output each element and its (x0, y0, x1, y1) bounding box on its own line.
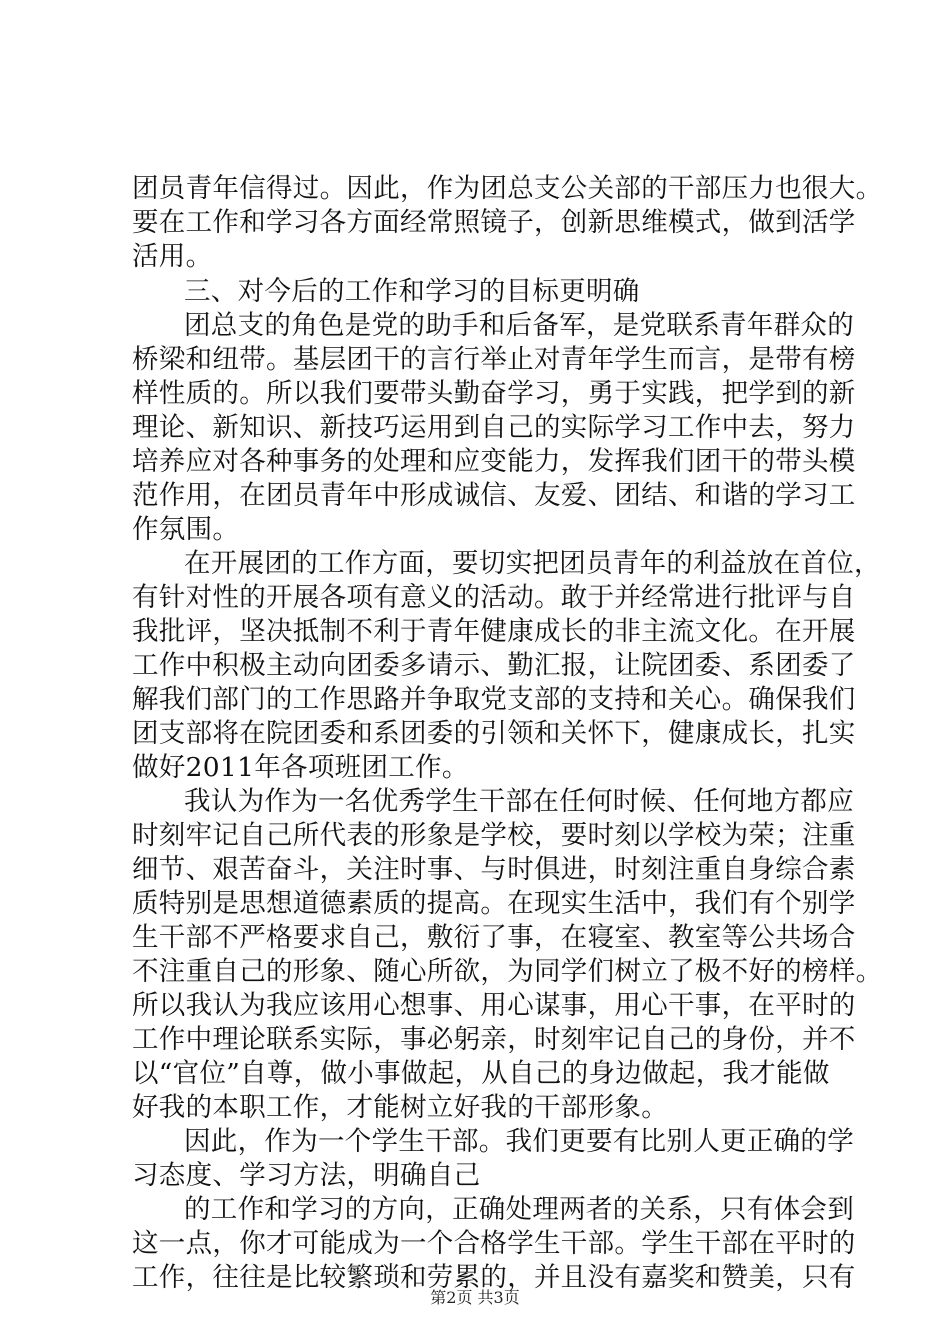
text-line: 范作用，在团员青年中形成诚信、友爱、团结、和谐的学习工 (132, 480, 856, 511)
text-line: 作氛围。 (132, 514, 240, 545)
text-line: 活用。 (132, 241, 213, 272)
text-line: 要在工作和学习各方面经常照镜子，创新思维模式，做到活学 (132, 207, 856, 238)
text-line: 习态度、学习方法，明确自己 (132, 1160, 481, 1191)
text-line: 桥梁和纽带。基层团干的言行举止对青年学生而言，是带有榜 (132, 344, 856, 375)
text-line: 好我的本职工作，才能树立好我的干部形象。 (132, 1092, 668, 1123)
text-line: 工作，往往是比较繁琐和劳累的，并且没有嘉奖和赞美，只有 (132, 1262, 856, 1293)
text-line: 质特别是思想道德素质的提高。在现实生活中，我们有个别学 (132, 888, 856, 919)
text-line: 不注重自己的形象、随心所欲，为同学们树立了极不好的榜样。 (132, 956, 883, 987)
text-line: 所以我认为我应该用心想事、用心谋事，用心干事，在平时的 (132, 990, 856, 1021)
page-number-footer: 第2页 共3页 (430, 1288, 520, 1307)
text-line: 细节、艰苦奋斗，关注时事、与时俱进，时刻注重自身综合素 (132, 854, 856, 885)
text-line: 工作中理论联系实际，事必躬亲，时刻牢记自己的身份，并不 (132, 1024, 856, 1055)
section-heading: 三、对今后的工作和学习的目标更明确 (184, 276, 640, 307)
text-line: 团支部将在院团委和系团委的引领和关怀下，健康成长，扎实 (132, 718, 856, 749)
text-line: 理论、新知识、新技巧运用到自己的实际学习工作中去，努力 (132, 412, 856, 443)
text-line: 样性质的。所以我们要带头勤奋学习，勇于实践，把学到的新 (132, 378, 856, 409)
text-line: 因此，作为一个学生干部。我们更要有比别人更正确的学 (184, 1126, 854, 1157)
text-line: 这一点，你才可能成为一个合格学生干部。学生干部在平时的 (132, 1228, 856, 1259)
text-line: 的工作和学习的方向，正确处理两者的关系，只有体会到 (184, 1194, 854, 1225)
text-line: 工作中积极主动向团委多请示、勤汇报，让院团委、系团委了 (132, 650, 856, 681)
text-line: 解我们部门的工作思路并争取党支部的支持和关心。确保我们 (132, 684, 856, 715)
text-line: 生干部不严格要求自己，敷衍了事，在寝室、教室等公共场合 (132, 922, 856, 953)
text-line: 我批评，坚决抵制不利于青年健康成长的非主流文化。在开展 (132, 616, 856, 647)
text-line: 时刻牢记自己所代表的形象是学校，要时刻以学校为荣；注重 (132, 820, 856, 851)
text-line: 做好2011年各项班团工作。 (132, 752, 469, 783)
text-line: 团总支的角色是党的助手和后备军，是党联系青年群众的 (184, 310, 854, 341)
text-line: 我认为作为一名优秀学生干部在任何时候、任何地方都应 (184, 786, 854, 817)
text-line: 有针对性的开展各项有意义的活动。敢于并经常进行批评与自 (132, 582, 856, 613)
text-line: 培养应对各种事务的处理和应变能力，发挥我们团干的带头模 (132, 446, 856, 477)
text-line: 团员青年信得过。因此，作为团总支公关部的干部压力也很大。 (132, 173, 883, 204)
text-line: 在开展团的工作方面，要切实把团员青年的利益放在首位， (184, 548, 881, 579)
text-line: 以“官位”自尊，做小事做起，从自己的身边做起，我才能做 (132, 1058, 830, 1089)
